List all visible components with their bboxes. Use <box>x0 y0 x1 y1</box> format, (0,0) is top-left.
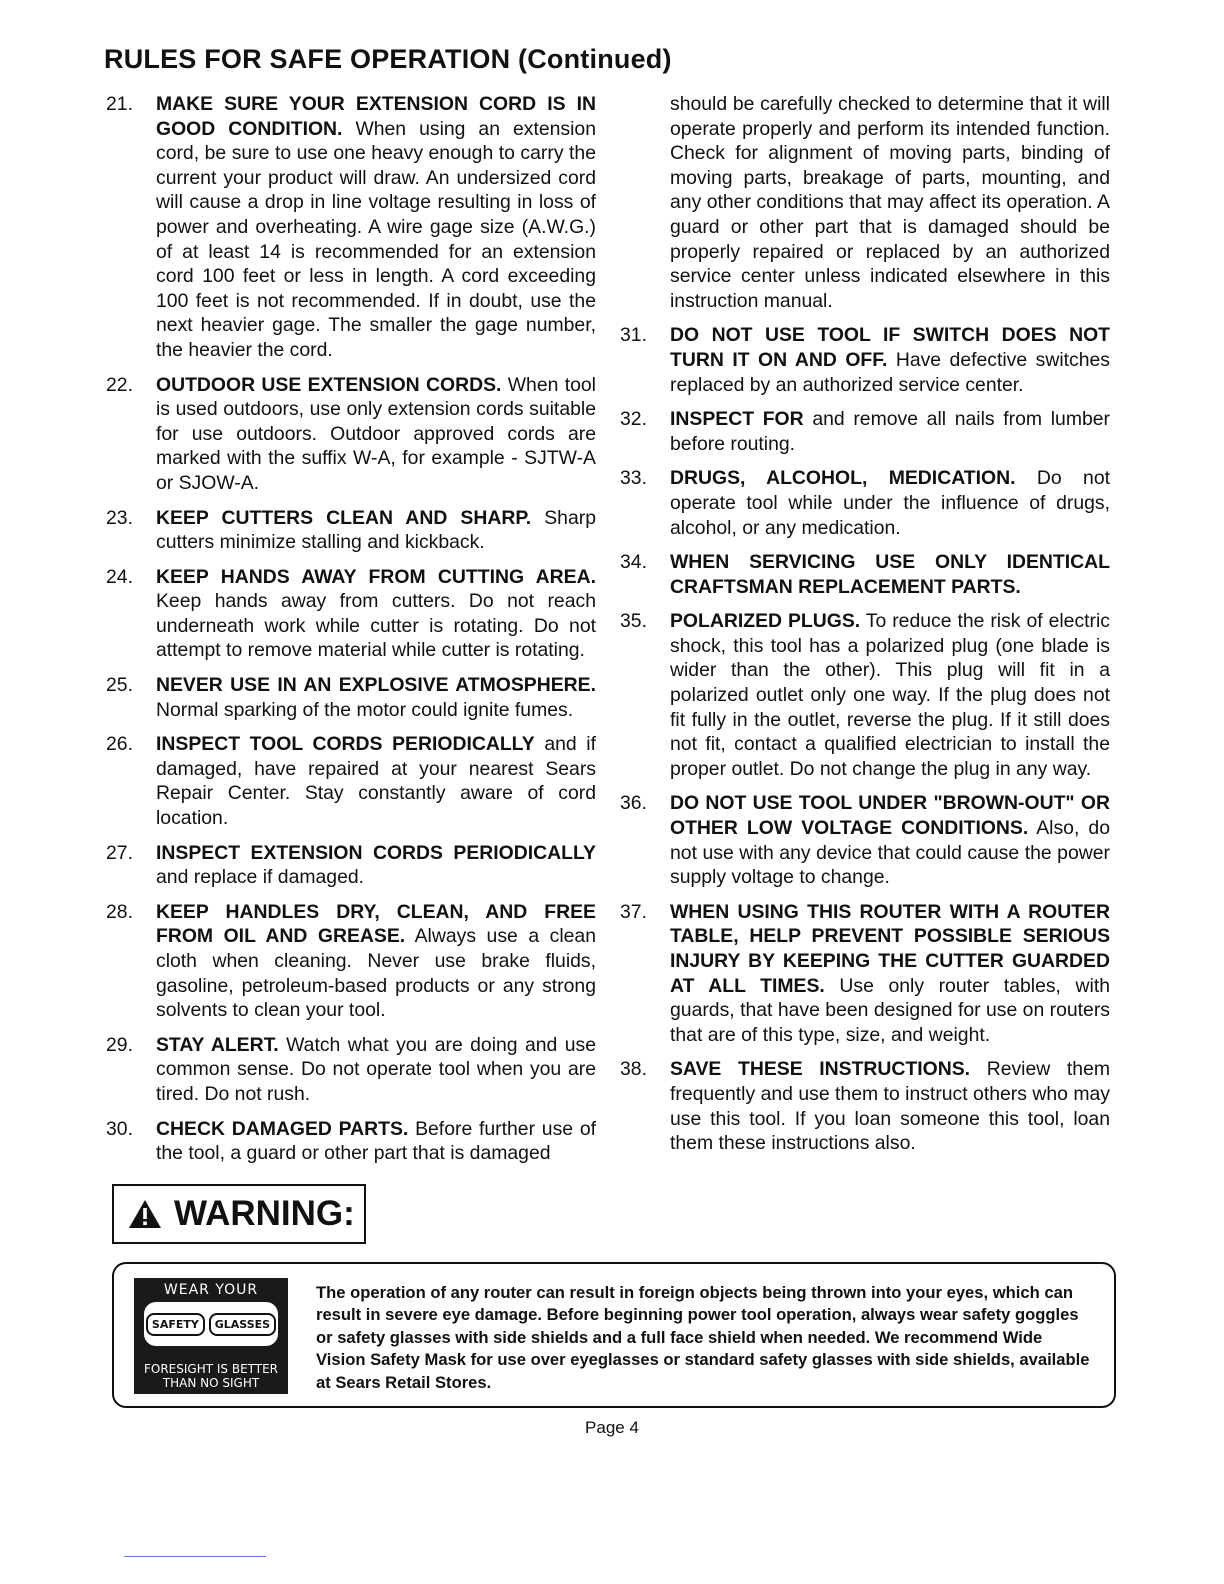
rule-number: 26. <box>106 733 133 756</box>
rule-heading: MAKE SURE YOUR EXTENSION CORD IS IN GOOD CONDITION. <box>156 93 596 140</box>
rule-number: 23. <box>106 506 133 529</box>
rule-25 <box>106 673 596 722</box>
rule-28 <box>106 900 596 1023</box>
rule-37 <box>620 900 1110 1048</box>
rule-35 <box>620 609 1110 781</box>
rule-heading: INSPECT FOR <box>670 408 804 431</box>
rule-number: 22. <box>106 373 133 396</box>
rule-text: Keep hands away from cutters. Do not reach underneath work while cutter is rotating. Do not attempt to remove material while cutter is rotating. <box>156 590 596 662</box>
page-title: RULES FOR SAFE OPERATION (Continued) <box>104 44 672 74</box>
rule-number: 21. <box>106 93 133 115</box>
rule-heading: KEEP HANDLES DRY, CLEAN, AND FREE FROM OIL AND GREASE. <box>156 900 596 948</box>
goggles-icon <box>144 1302 278 1346</box>
rule-heading: KEEP CUTTERS CLEAN AND SHARP. <box>156 506 532 529</box>
rule-30-continuation: should be carefully checked to determine that it will operate properly and perform its intended function. Check for alignment of moving parts, binding of moving parts, breakage of parts, mounting, and any other conditions that may affect its operation. A guard or other part that is damaged should be properly repaired or replaced by an authorized service center unless indicated elsewhere in this instruction manual. <box>670 93 1110 312</box>
rule-38 <box>620 1057 1110 1155</box>
safety-glasses-badge <box>134 1278 288 1394</box>
badge-bottom-line-1: FORESIGHT IS BETTER <box>143 1362 279 1376</box>
rule-heading: DRUGS, ALCOHOL, MEDICATION. <box>670 467 1016 490</box>
rule-26 <box>106 732 596 830</box>
rule-text: Have defective switches replaced by an authorized service center. <box>670 348 1110 396</box>
rule-32 <box>620 407 1110 456</box>
rule-heading: DO NOT USE TOOL UNDER "BROWN-OUT" OR OTHER LOW VOLTAGE CONDITIONS. <box>670 792 1110 840</box>
rule-text: Sharp cutters minimize stalling and kickback. <box>156 506 596 554</box>
rule-number: 36. <box>620 792 647 815</box>
rule-text: Also, do not use with any device that could cause the power supply voltage to change. <box>670 817 1110 889</box>
rule-22 <box>106 373 596 496</box>
rule-heading: KEEP HANDS AWAY FROM CUTTING AREA. <box>156 565 596 588</box>
rule-29 <box>106 1033 596 1107</box>
rule-heading: WHEN USING THIS ROUTER WITH A ROUTER TABLE, HELP PREVENT POSSIBLE SERIOUS INJURY BY KEEPING THE CUTTER GUARDED AT ALL TIMES. <box>670 900 1110 997</box>
rule-heading: POLARIZED PLUGS. <box>670 610 861 633</box>
rule-23 <box>106 506 596 555</box>
rule-number: 29. <box>106 1033 133 1056</box>
rule-number: 35. <box>620 610 647 633</box>
rule-text: Before further use of the tool, a guard or other part that is damaged <box>156 1117 596 1165</box>
rule-number: 27. <box>106 841 133 864</box>
rule-30 <box>106 1117 596 1166</box>
rule-36 <box>620 791 1110 889</box>
badge-bottom-line-2: THAN NO SIGHT <box>162 1376 260 1390</box>
rule-heading: SAVE THESE INSTRUCTIONS. <box>670 1058 971 1081</box>
rule-number: 32. <box>620 408 647 431</box>
left-column <box>106 92 596 1176</box>
rule-number: 38. <box>620 1058 647 1081</box>
rule-heading: DO NOT USE TOOL IF SWITCH DOES NOT TURN IT ON AND OFF. <box>670 324 1110 371</box>
rule-text: When tool is used outdoors, use only extension cords suitable for use outdoors. Outdoor approved cords are marked with the suffix W-A, for example - SJTW-A or SJOW-A. <box>156 373 596 494</box>
rule-text: Do not operate tool while under the influence of drugs, alcohol, or any medication. <box>670 467 1110 539</box>
rule-number: 33. <box>620 467 647 490</box>
rule-heading: WHEN SERVICING USE ONLY IDENTICAL CRAFTSMAN REPLACEMENT PARTS. <box>670 551 1110 598</box>
rule-number: 34. <box>620 551 647 574</box>
badge-top-text: WEAR YOUR <box>163 1282 259 1298</box>
rule-number: 28. <box>106 900 133 923</box>
warning-label-text: WARNING: <box>174 1194 355 1233</box>
footer-divider <box>124 1556 266 1557</box>
eye-protection-warning-box <box>112 1262 1116 1408</box>
rule-heading: INSPECT TOOL CORDS PERIODICALLY <box>156 733 535 756</box>
rule-heading: NEVER USE IN AN EXPLOSIVE ATMOSPHERE. <box>156 674 596 697</box>
rule-text: Review them frequently and use them to instruct others who may use this tool. If you loan someone this tool, loan them these instructions also. <box>670 1058 1111 1155</box>
warning-label <box>112 1184 366 1244</box>
rule-31 <box>620 323 1110 397</box>
rule-text: and replace if damaged. <box>156 866 365 889</box>
rule-text: and remove all nails from lumber before routing. <box>670 408 1110 455</box>
rule-text: Normal sparking of the motor could ignite fumes. <box>156 698 574 721</box>
badge-bottom-text <box>134 1362 288 1390</box>
rule-heading: INSPECT EXTENSION CORDS PERIODICALLY <box>156 841 596 864</box>
page-number: Page 4 <box>585 1418 639 1437</box>
rule-number: 24. <box>106 565 133 588</box>
rule-text: Use only router tables, with guards, that have been designed for use on routers that are of this type, size, and weight. <box>670 974 1110 1046</box>
rule-number: 31. <box>620 324 647 347</box>
left-lens-label: SAFETY <box>146 1313 205 1336</box>
rule-text: To reduce the risk of electric shock, this tool has a polarized plug (one blade is wider than the other). This plug will fit in a polarized outlet only one way. If the plug does not fit fully in the outlet, reverse the plug. If it still does not fit, contact a qualified electrician to install the proper outlet. Do not change the plug in any way. <box>670 610 1110 780</box>
warning-text: The operation of any router can result in foreign objects being thrown into your eyes, which can result in severe eye damage. Before beginning power tool operation, always wear safety goggles or safety glasses with side shields and a full face shield when needed. We recommend Wide Vision Safety Mask for use over eyeglasses or standard safety glasses with side shields, available at Sears Retail Stores. <box>316 1283 1090 1392</box>
rule-heading: STAY ALERT. <box>156 1033 279 1056</box>
rule-21 <box>106 92 596 363</box>
rule-27 <box>106 841 596 890</box>
rule-number: 25. <box>106 674 133 697</box>
rule-24 <box>106 565 596 663</box>
right-lens-label: GLASSES <box>209 1313 276 1336</box>
rule-33 <box>620 466 1110 540</box>
rule-number: 30. <box>106 1117 133 1140</box>
rule-text: Watch what you are doing and use common sense. Do not operate tool when you are tired. Do not rush. <box>156 1033 596 1105</box>
rule-heading: CHECK DAMAGED PARTS. <box>156 1117 409 1140</box>
rule-number: 37. <box>620 900 647 923</box>
right-column <box>620 92 1110 1166</box>
rule-34 <box>620 550 1110 599</box>
warning-triangle-icon <box>128 1199 162 1229</box>
rule-text: and if damaged, have repaired at your nearest Sears Repair Center. Stay constantly aware of cord location. <box>156 733 597 830</box>
rule-text: When using an extension cord, be sure to use one heavy enough to carry the current your product will draw. An undersized cord will cause a drop in line voltage resulting in loss of power and overheating. A wire gage size (A.W.G.) of at least 14 is recommended for an extension cord 100 feet or less in length. A cord exceeding 100 feet is not recommended. If in doubt, use the next heavier gage. The smaller the gage number, the heavier the cord. <box>156 117 597 361</box>
rule-text: Always use a clean cloth when cleaning. Never use brake fluids, gasoline, petroleum-based products or any strong solvents to clean your tool. <box>156 925 596 1022</box>
rule-heading: OUTDOOR USE EXTENSION CORDS. <box>156 373 502 396</box>
